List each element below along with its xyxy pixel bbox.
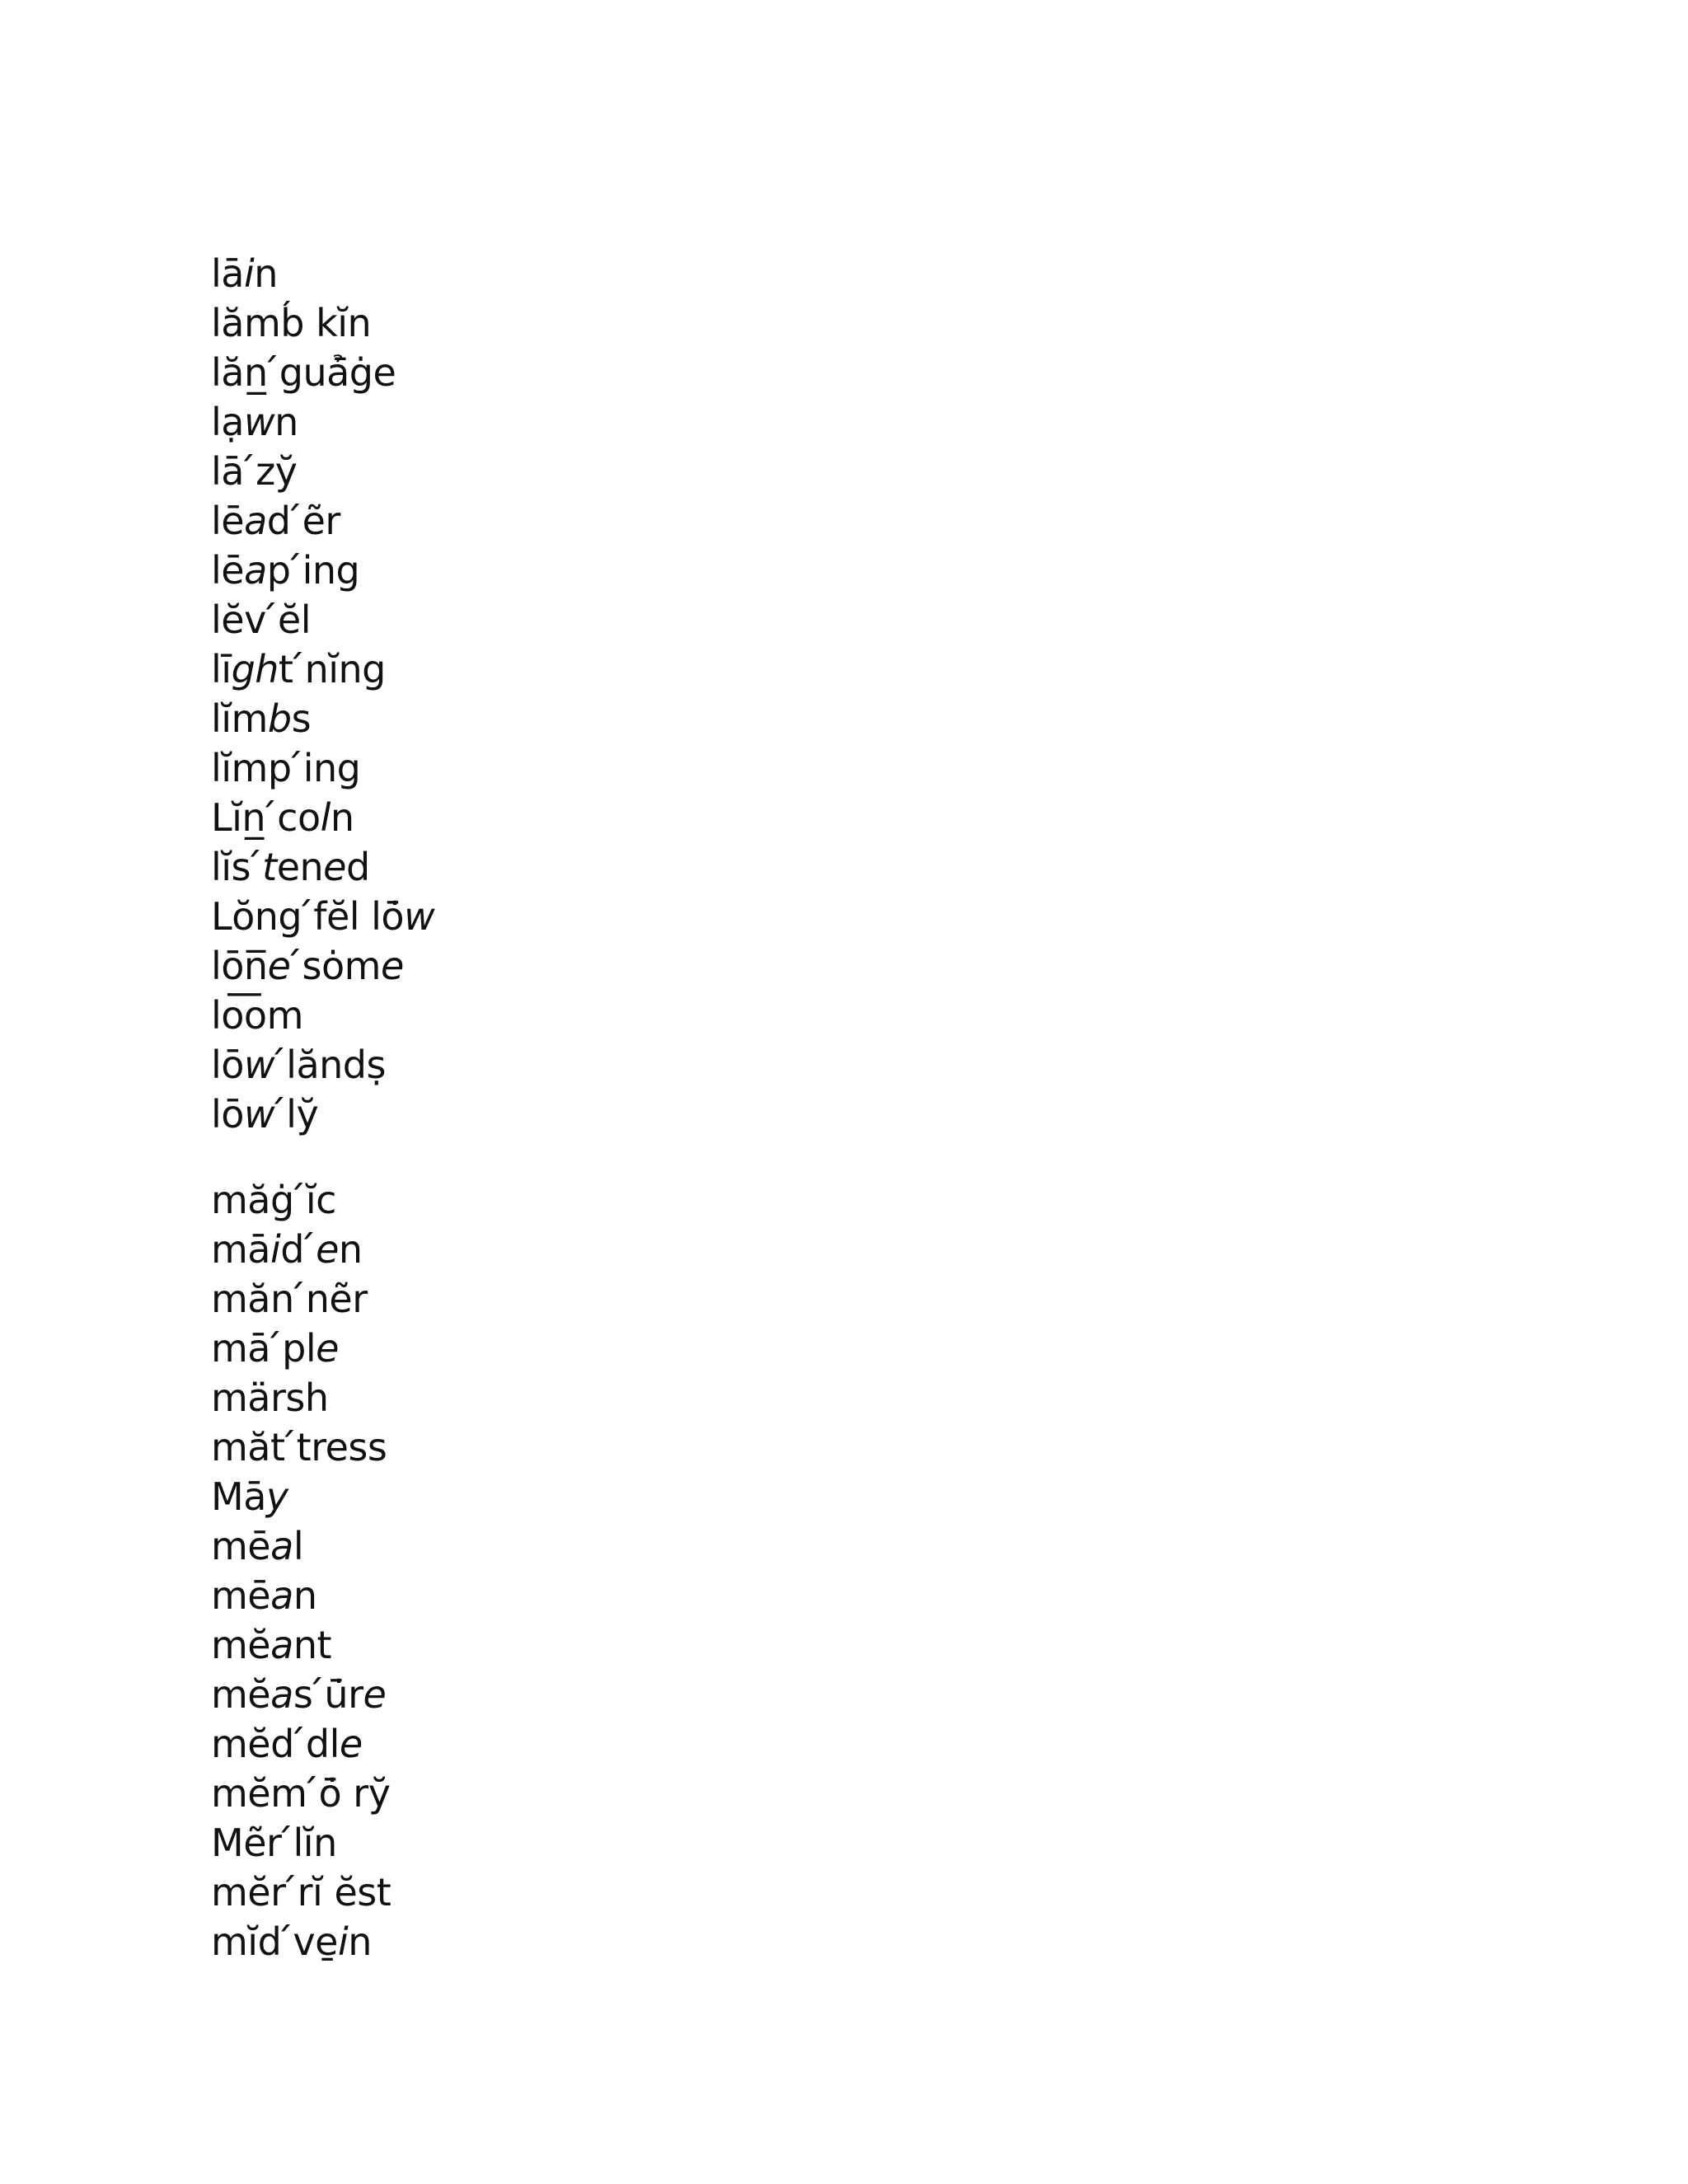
word-entry: māid ́en xyxy=(211,1227,363,1272)
word-entry: lōw ́ly̆ xyxy=(211,1092,319,1137)
word-entry: lĭs ́tened xyxy=(211,845,370,889)
word-entry: Lĭn̲ ́coln xyxy=(211,795,354,840)
word-entry: lā ́zy̆ xyxy=(211,449,298,494)
word-entry: măn ́nẽr xyxy=(211,1277,368,1321)
word-entry: mĭd ́ve̱in xyxy=(211,1919,372,1964)
word-entry: lăn̲ ́guả̄ġe xyxy=(211,350,396,395)
word-entry: lĭmp ́ing xyxy=(211,746,361,790)
word-entry: mēal xyxy=(211,1524,304,1568)
word-entry: lēad ́ẽr xyxy=(211,499,340,543)
word-entry: lo͞om xyxy=(211,993,303,1038)
word-entry: lōw ́lăndṣ xyxy=(211,1043,386,1087)
word-entry: mĕd ́dle xyxy=(211,1722,363,1766)
word-entry: Māy xyxy=(211,1474,288,1519)
word-entry: mĕr ́rĭ ĕst xyxy=(211,1870,392,1915)
word-entry: lạwn xyxy=(211,400,298,444)
word-entry: lĭmbs xyxy=(211,696,312,741)
word-entry: līght ́nĭng xyxy=(211,647,386,691)
word-entry: măġ ́ĭc xyxy=(211,1178,336,1222)
word-entry: mĕm ́ō̇ ry̆ xyxy=(211,1771,391,1816)
word-entry: märsh xyxy=(211,1376,329,1420)
word-entry: lāin xyxy=(211,251,278,296)
word-list-l xyxy=(211,249,434,1139)
word-list-m xyxy=(211,1175,391,1966)
word-entry: măt ́tress xyxy=(211,1425,387,1469)
word-entry: mēan xyxy=(211,1573,317,1618)
word-entry: lōn̅e ́sȯme xyxy=(211,944,404,988)
word-entry: Lŏng ́fĕl lō̇w xyxy=(211,894,435,939)
word-entry: lēap ́ing xyxy=(211,548,360,593)
word-entry: mĕas ́ū̇re xyxy=(211,1672,387,1717)
word-entry: mĕant xyxy=(211,1623,332,1667)
word-entry: mā ́ple xyxy=(211,1326,339,1371)
word-entry: Mẽr ́lĭn xyxy=(211,1821,337,1865)
word-entry: lĕv ́ĕl xyxy=(211,598,312,642)
word-entry: lămb́ kĭn xyxy=(211,301,372,345)
